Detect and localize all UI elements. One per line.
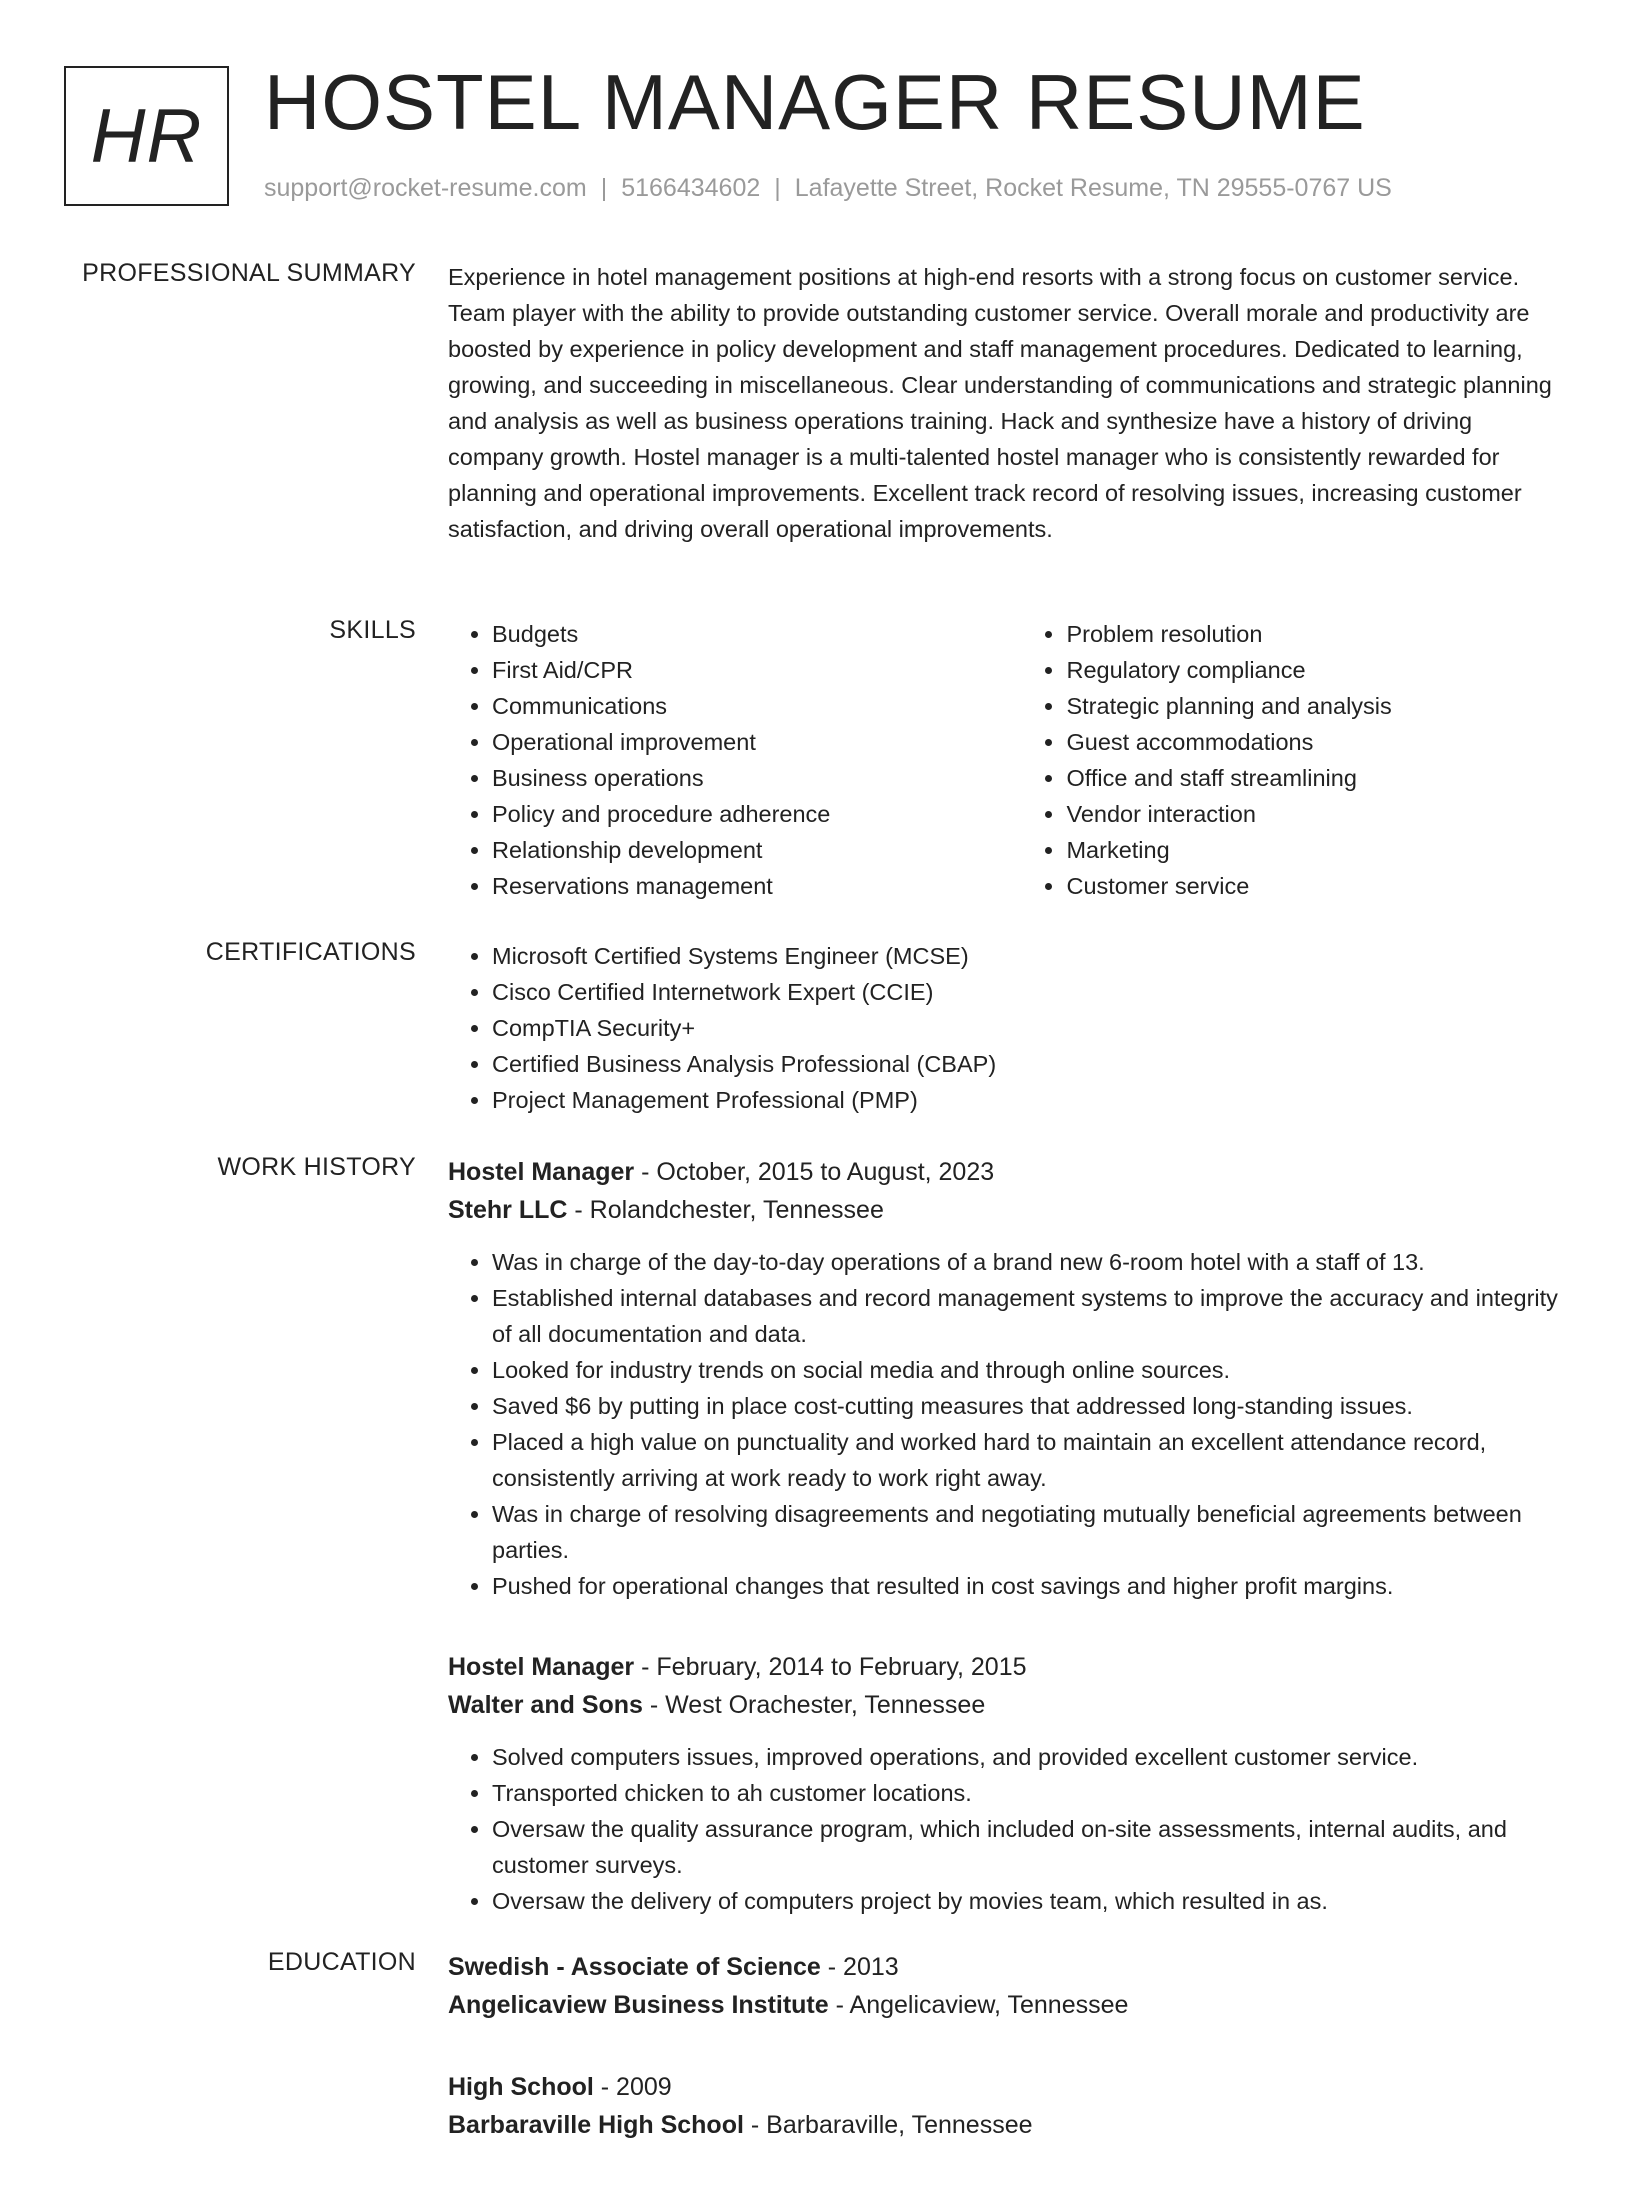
skill-item: • Communications <box>492 688 1022 724</box>
job-entry <box>448 1648 1568 1919</box>
education-location: Angelicaview, Tennessee <box>849 1991 1129 2019</box>
education-degree: Swedish - Associate of Science <box>448 1953 821 1981</box>
job-bullet: • Placed a high value on punctuality and worked hard to maintain an excellent attendance record, consistently arriving at work ready to work right away. <box>492 1424 1568 1496</box>
job-bullet: • Solved computers issues, improved operations, and provided excellent customer service. <box>492 1739 1568 1775</box>
contact-email[interactable]: support@rocket-resume.com <box>264 174 587 202</box>
contact-line <box>264 174 1392 203</box>
education-school: Angelicaview Business Institute <box>448 1991 829 2019</box>
summary-text: Experience in hotel management positions at high-end resorts with a strong focus on customer service. Team player with the ability to provide outstanding customer service. Overall morale and productivity are boosted by experience in policy development and staff management procedures. Dedicated to learning, growing, and succeeding in miscellaneous. Clear understanding of communications and strategic planning and analysis as well as business operations training. Hack and synthesize have a history of driving company growth. Hostel manager is a multi-talented hostel manager who is consistently rewarded for planning and operational improvements. Excellent track record of resolving issues, increasing customer satisfaction, and driving overall operational improvements. <box>448 264 1552 542</box>
education-location: Barbaraville, Tennessee <box>766 2111 1033 2139</box>
skill-item: • Regulatory compliance <box>1066 652 1568 688</box>
job-role: Hostel Manager <box>448 1158 635 1186</box>
skill-item: • Policy and procedure adherence <box>492 796 1022 832</box>
monogram-text: HR <box>90 93 203 179</box>
job-company: Stehr LLC <box>448 1196 568 1224</box>
education-body <box>448 1948 1568 2188</box>
resume-title: HOSTEL MANAGER RESUME <box>264 58 1366 146</box>
education-degree: High School <box>448 2073 594 2101</box>
education-year: 2009 <box>616 2073 672 2101</box>
section-title: WORK HISTORY <box>217 1153 416 1181</box>
certification-item: • Certified Business Analysis Professional (CBAP) <box>492 1046 1568 1082</box>
job-bullet: • Oversaw the delivery of computers project by movies team, which resulted in as. <box>492 1883 1568 1919</box>
skill-item: • Business operations <box>492 760 1022 796</box>
job-location: Rolandchester, Tennessee <box>589 1196 884 1224</box>
skill-item: • Office and staff streamlining <box>1066 760 1568 796</box>
monogram-badge <box>64 66 229 206</box>
job-role: Hostel Manager <box>448 1653 635 1681</box>
education-school-line: Angelicaview Business Institute - Angelicaview, Tennessee <box>448 1991 1129 2019</box>
certification-item: • Project Management Professional (PMP) <box>492 1082 1568 1118</box>
contact-separator: | <box>600 174 608 202</box>
job-title-line: Hostel Manager - October, 2015 to August, 2023 <box>448 1158 995 1186</box>
job-dates: February, 2014 to February, 2015 <box>656 1653 1027 1681</box>
job-bullet: • Established internal databases and record management systems to improve the accuracy and integrity of all documentation and data. <box>492 1280 1568 1352</box>
skill-item: • First Aid/CPR <box>492 652 1022 688</box>
education-entry <box>448 2068 1568 2144</box>
certification-item: • Cisco Certified Internetwork Expert (CCIE) <box>492 974 1568 1010</box>
job-location: West Orachester, Tennessee <box>665 1691 986 1719</box>
job-bullet: • Saved $6 by putting in place cost-cutting measures that addressed long-standing issues. <box>492 1388 1568 1424</box>
skills-list-right <box>1022 616 1568 904</box>
section-title: CERTIFICATIONS <box>205 938 416 966</box>
job-bullets <box>448 1739 1568 1919</box>
education-entry <box>448 1948 1568 2024</box>
education-school-line: Barbaraville High School - Barbaraville, Tennessee <box>448 2111 1033 2139</box>
job-entry <box>448 1153 1568 1604</box>
job-bullet: • Oversaw the quality assurance program, which included on-site assessments, internal audits, and customer surveys. <box>492 1811 1568 1883</box>
education-year: 2013 <box>843 1953 899 1981</box>
skill-item: • Problem resolution <box>1066 616 1568 652</box>
contact-phone[interactable]: 5166434602 <box>621 174 761 202</box>
skill-item: • Reservations management <box>492 868 1022 904</box>
job-bullet: • Was in charge of resolving disagreements and negotiating mutually beneficial agreements between parties. <box>492 1496 1568 1568</box>
section-title: SKILLS <box>329 616 416 644</box>
job-bullet: • Pushed for operational changes that resulted in cost savings and higher profit margins. <box>492 1568 1568 1604</box>
skill-item: • Budgets <box>492 616 1022 652</box>
skills-list-left <box>448 616 1022 904</box>
education-school: Barbaraville High School <box>448 2111 744 2139</box>
job-title-line: Hostel Manager - February, 2014 to February, 2015 <box>448 1653 1027 1681</box>
skill-item: • Strategic planning and analysis <box>1066 688 1568 724</box>
job-bullet: • Transported chicken to ah customer locations. <box>492 1775 1568 1811</box>
certification-item: • CompTIA Security+ <box>492 1010 1568 1046</box>
job-company: Walter and Sons <box>448 1691 643 1719</box>
skills-columns <box>448 616 1568 904</box>
education-degree-line: High School - 2009 <box>448 2073 672 2101</box>
job-company-line: Stehr LLC - Rolandchester, Tennessee <box>448 1196 884 1224</box>
certifications-list <box>448 938 1568 1118</box>
work-history-body <box>448 1153 1568 1963</box>
skill-item: • Marketing <box>1066 832 1568 868</box>
section-title: EDUCATION <box>267 1948 416 1976</box>
job-dates: October, 2015 to August, 2023 <box>656 1158 995 1186</box>
job-bullets <box>448 1244 1568 1604</box>
skill-item: • Vendor interaction <box>1066 796 1568 832</box>
section-title: PROFESSIONAL SUMMARY <box>82 259 416 287</box>
skill-item: • Relationship development <box>492 832 1022 868</box>
skill-item: • Operational improvement <box>492 724 1022 760</box>
education-degree-line: Swedish - Associate of Science - 2013 <box>448 1953 899 1981</box>
job-company-line: Walter and Sons - West Orachester, Tennessee <box>448 1691 986 1719</box>
contact-separator: | <box>774 174 781 202</box>
skill-item: • Customer service <box>1066 868 1568 904</box>
skill-item: • Guest accommodations <box>1066 724 1568 760</box>
certifications-body <box>448 938 1568 1118</box>
certification-item: • Microsoft Certified Systems Engineer (MCSE) <box>492 938 1568 974</box>
contact-address: Lafayette Street, Rocket Resume, TN 29555-0767 US <box>794 174 1392 202</box>
job-bullet: • Looked for industry trends on social media and through online sources. <box>492 1352 1568 1388</box>
job-bullet: • Was in charge of the day-to-day operations of a brand new 6-room hotel with a staff of 13. <box>492 1244 1568 1280</box>
